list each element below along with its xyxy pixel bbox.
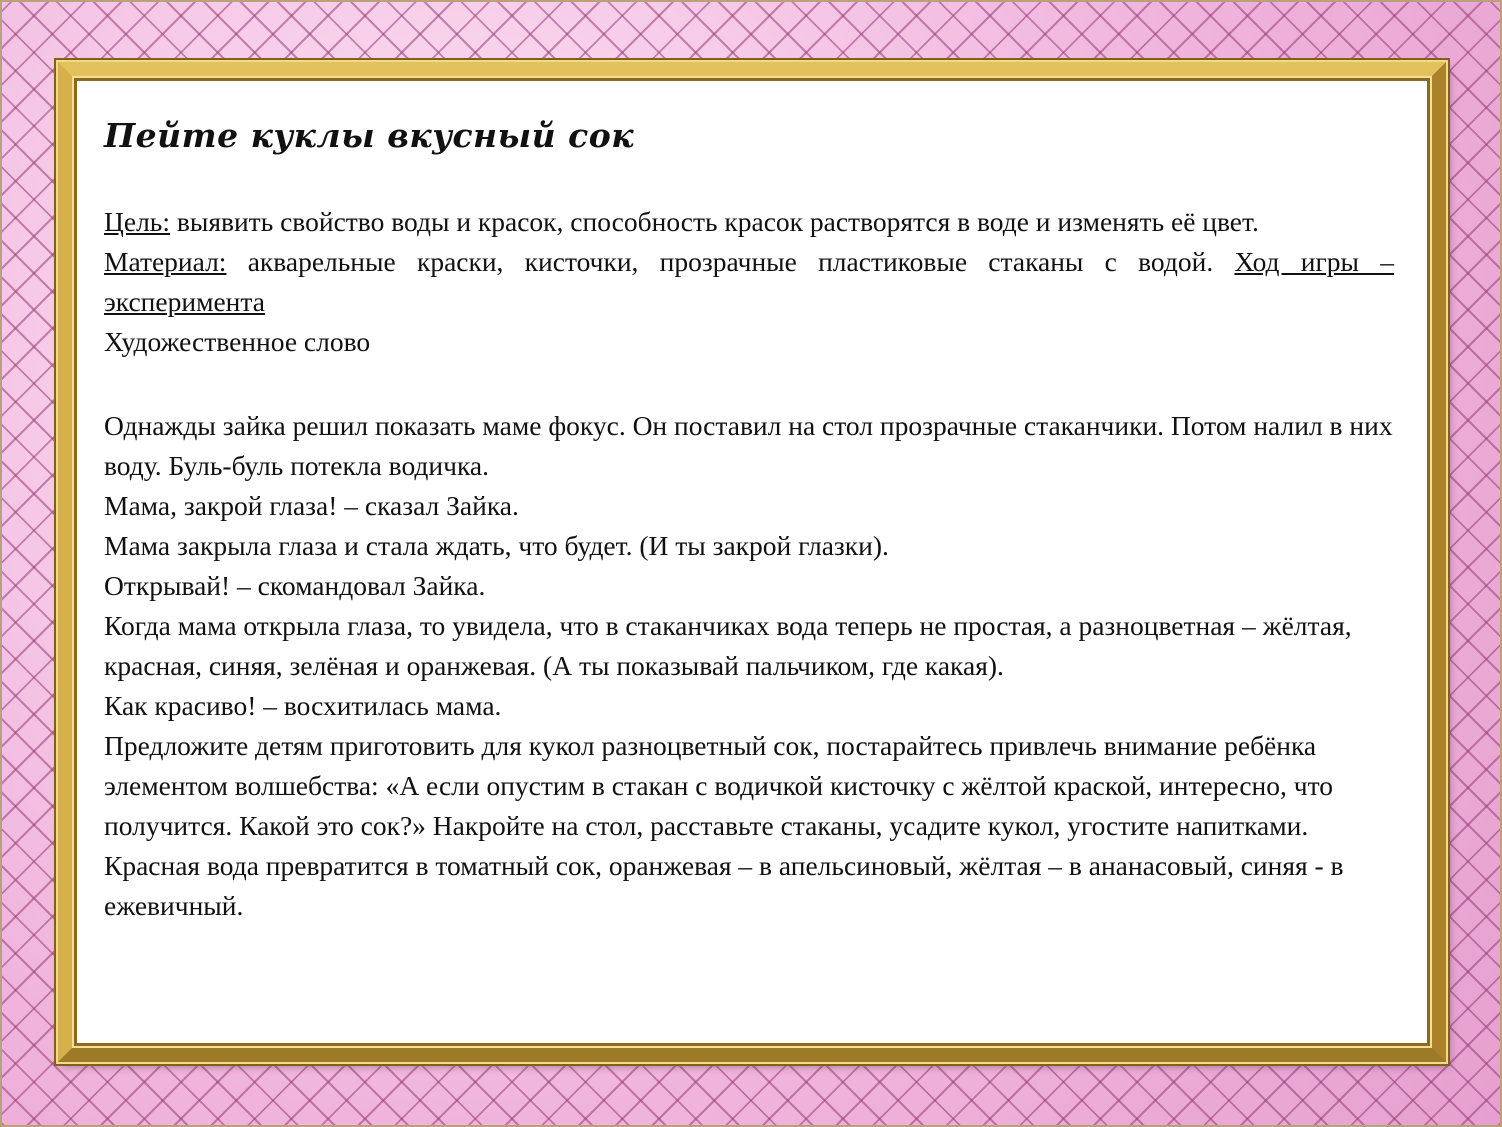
instruction-paragraph: Предложите детям приготовить для кукол разноцветный сок, постарайтесь привлечь внимание ребёнка элементом волшебства: «А если опустим в стакан с водичкой кисточку с жёлтой краской, интересно, что получится. Какой это сок?» Накройте на стол, расставьте стаканы, усадите кукол, угостите напитками. Красная вода превратится в томатный сок, оранжевая – в апельсиновый, жёлтая – в ананасовый, синяя - в ежевичный. [104, 730, 1344, 921]
material-text: акварельные краски, кисточки, прозрачные пластиковые стаканы с водой. [226, 246, 1235, 277]
story-paragraph: Однажды зайка решил показать маме фокус. Он поставил на стол прозрачные стаканчики. Потом налил в них воду. Буль-буль потекла водичка. [104, 410, 1393, 481]
story-paragraph: Открывай! – скомандовал Зайка. [104, 570, 486, 601]
process-label: Ход игры – эксперимента [104, 246, 1394, 317]
story-paragraph: Мама, закрой глаза! – сказал Зайка. [104, 490, 519, 521]
story-block [104, 406, 1394, 926]
slide-content [104, 106, 1394, 1036]
goal-label: Цель: [104, 206, 170, 237]
story-paragraph: Мама закрыла глаза и стала ждать, что будет. (И ты закрой глазки). [104, 530, 889, 561]
story-paragraph: Когда мама открыла глаза, то увидела, что в стаканчиках вода теперь не простая, а разноцветная – жёлтая, красная, синяя, зелёная и оранжевая. (А ты показывай пальчиком, где какая). [104, 610, 1352, 681]
material-paragraph [104, 242, 1394, 322]
goal-paragraph [104, 202, 1394, 242]
material-label: Материал: [104, 246, 227, 277]
story-paragraph: Как красиво! – восхитилась мама. [104, 690, 502, 721]
intro-block [104, 202, 1394, 362]
art-word-heading: Художественное слово [104, 326, 371, 357]
goal-text: выявить свойство воды и красок, способность красок растворятся в воде и изменять её цвет. [169, 206, 1259, 237]
page-title: Пейте куклы вкусный сок [104, 116, 635, 155]
